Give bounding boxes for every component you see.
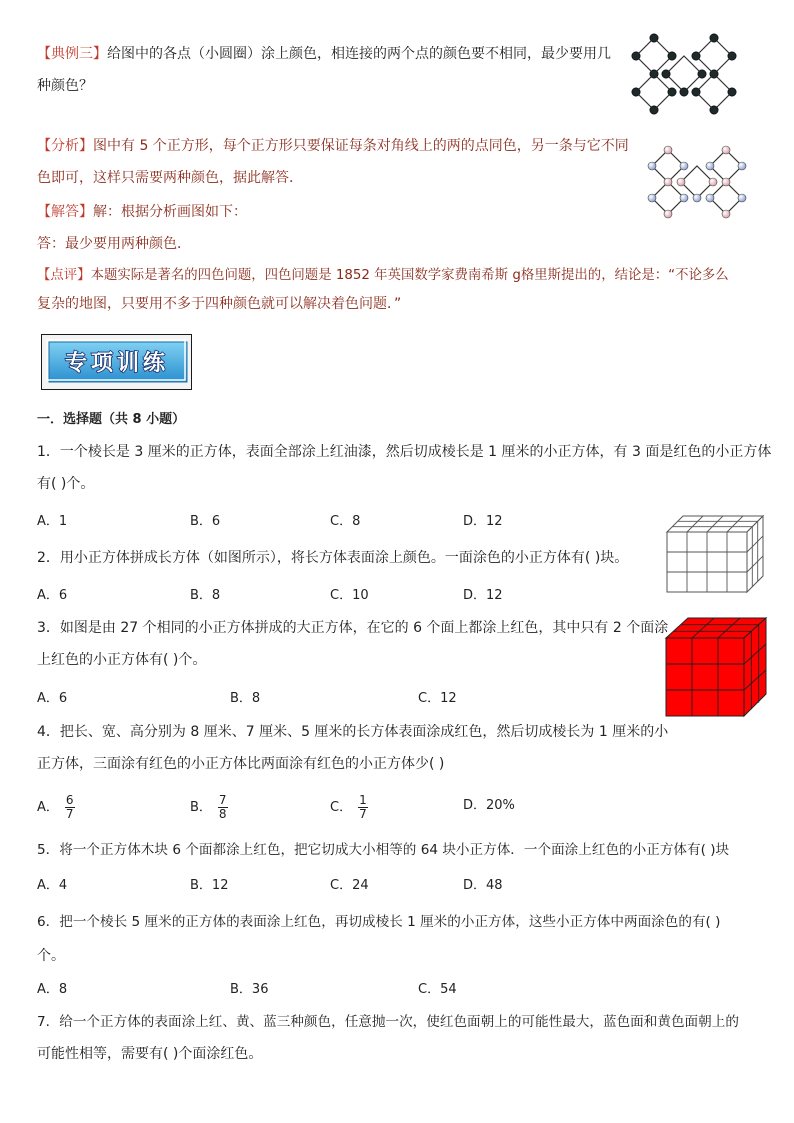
q3-line1: 3．如图是由 27 个相同的小正方体拼成的大正方体，在它的 6 个面上都涂上红色，其中只有 2 个面涂 [37,620,669,636]
red-cube-figure [664,616,770,718]
q1-option-b[interactable]: B．6 [190,514,221,529]
q1-option-c[interactable]: C．8 [330,514,361,529]
q5-option-b[interactable]: B．12 [190,878,229,893]
q2-option-b[interactable]: B．8 [190,588,221,603]
q4-option-a[interactable]: A． $\frac{6}{7}$ [37,793,74,821]
q6-option-b[interactable]: B．36 [230,982,269,997]
q7-line1: 7．给一个正方体的表面涂上红、黄、蓝三种颜色，任意抛一次，使红色面朝上的可能性最大，蓝色面和黄色面朝上的 [37,1014,739,1030]
q4-option-d[interactable]: D．20% [463,798,515,813]
q7-line2: 可能性相等，需要有( )个面涂红色。 [37,1046,263,1062]
section-banner [41,334,192,390]
q6-option-a[interactable]: A．8 [37,982,68,997]
section-title: 一．选择题（共 8 小题） [37,412,186,427]
q5-option-c[interactable]: C．24 [330,878,369,893]
q2-option-a[interactable]: A．6 [37,588,68,603]
q2-line1: 2．用小正方体拼成长方体（如图所示），将长方体表面涂上颜色。一面涂色的小正方体有( )块。 [37,550,629,566]
q4-line2: 正方体，三面涂有红色的小正方体比两面涂有红色的小正方体少( ) [37,756,445,772]
q3-line2: 上红色的小正方体有( )个。 [37,652,207,668]
q4-option-c[interactable]: C． $\frac{1}{7}$ [330,793,367,821]
q1-line2: 有( )个。 [37,476,95,492]
q1-option-d[interactable]: D．12 [463,514,503,529]
analysis-line2: 色即可，这样只需要两种颜色，据此解答． [37,170,303,186]
q3-option-b[interactable]: B．8 [230,691,261,706]
comment-line1: 【点评】本题实际是著名的四色问题，四色问题是 1852 年英国数学家费南希斯 g格里斯提出的，结论是：“不论多么 [37,268,729,283]
example3-tag: 【典例三】 [37,46,107,62]
q6-line2: 个。 [37,948,65,964]
comment-line2: 复杂的地图，只要用不多于四种颜色就可以解决着色问题．” [37,296,402,312]
two-color-lattice-figure [644,140,756,234]
answer-line1: 【解答】解：根据分析画图如下： [37,204,247,220]
comment-tag: 【点评】 [37,268,91,283]
q1-option-a[interactable]: A．1 [37,514,68,529]
fraction: $\frac{7}{8}$ [218,793,227,821]
example3-question-line2: 种颜色？ [37,78,93,94]
q5-option-a[interactable]: A．4 [37,878,68,893]
q3-option-c[interactable]: C．12 [418,691,457,706]
q2-option-d[interactable]: D．12 [463,588,503,603]
answer-tag: 【解答】 [37,204,93,220]
example3-question-line1: 【典例三】给图中的各点（小圆圈）涂上颜色，相连接的两个点的颜色要不相同，最少要用几 [37,46,611,62]
answer-line2: 答：最少要用两种颜色． [37,236,191,252]
fraction: $\frac{1}{7}$ [359,793,367,821]
analysis-line1: 【分析】图中有 5 个正方形，每个正方形只要保证每条对角线上的两的点同色，另一条与它不同 [37,138,629,154]
q5-line1: 5．将一个正方体木块 6 个面都涂上红色，把它切成大小相等的 64 块小正方体．一个面涂上红色的小正方体有( )块 [37,842,730,858]
q6-line1: 6．把一个棱长 5 厘米的正方体的表面涂上红色，再切成棱长 1 厘米的小正方体，这些小正方体中两面涂色的有( ) [37,914,721,930]
q4-option-b[interactable]: B． $\frac{7}{8}$ [190,793,227,821]
q2-option-c[interactable]: C．10 [330,588,369,603]
q3-option-a[interactable]: A．6 [37,691,68,706]
q1-line1: 1．一个棱长是 3 厘米的正方体，表面全部涂上红油漆，然后切成棱长是 1 厘米的小正方体，有 3 面是红色的小正方体 [37,444,772,460]
q5-option-d[interactable]: D．48 [463,878,503,893]
q4-line1: 4．把长、宽、高分别为 8 厘米、7 厘米、5 厘米的长方体表面涂成红色，然后切成棱长为 1 厘米的小 [37,724,669,740]
fraction: $\frac{6}{7}$ [65,793,74,821]
analysis-tag: 【分析】 [37,138,93,154]
q6-option-c[interactable]: C．54 [418,982,457,997]
dot-lattice-figure [628,28,748,124]
white-cuboid-figure [665,512,767,594]
banner-label: 专项训练 [64,351,170,376]
